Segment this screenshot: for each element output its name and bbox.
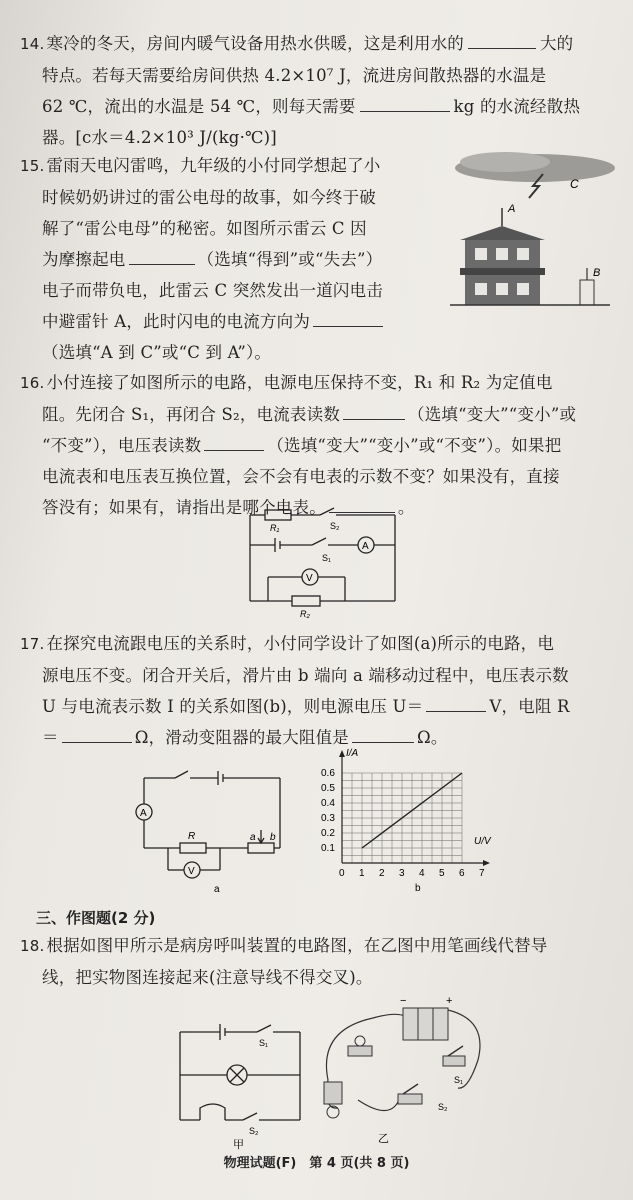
question-16: 16. 小付连接了如图所示的电路，电源电压保持不变，R₁ 和 R₂ 为定值电 阻。先闭合 S₁，再闭合 S₂，电流表读数 （选填“变大”“变小”或 “不变”），电压表读数 （选填“变大”“变小”或“不变”）。如果把 电流表和电压表互换位置，会不会有电表的示数不变？如果没有，直接 答没有；如果有，请指出是哪个电表。 。 bbox=[20, 373, 577, 517]
switch-s2 bbox=[320, 508, 334, 515]
section-heading: 三、作图题(2 分) bbox=[36, 909, 156, 927]
x-tick-label: 5 bbox=[439, 868, 445, 879]
svg-text:S₁: S₁ bbox=[322, 553, 332, 563]
i-u-chart bbox=[320, 745, 520, 895]
q16-circuit-diagram bbox=[240, 505, 410, 619]
page-footer: 物理试题(F) 第 4 页(共 8 页) bbox=[223, 1156, 410, 1171]
answer-blank[interactable] bbox=[129, 248, 195, 266]
svg-text:R: R bbox=[188, 831, 196, 842]
svg-text:S₂: S₂ bbox=[330, 521, 340, 531]
x-axis-label: U/V bbox=[474, 836, 491, 847]
roof-upper bbox=[460, 226, 545, 240]
y-tick-label: 0.4 bbox=[321, 798, 335, 809]
y-tick-label: 0.1 bbox=[321, 843, 335, 854]
y-axis-arrow bbox=[339, 750, 345, 757]
question-18: 18. 根据如图甲所示是病房呼叫装置的电路图，在乙图中用笔画线代替导 线，把实物图连接起来(注意导线不得交叉)。 bbox=[20, 936, 548, 987]
bell-icon bbox=[200, 1104, 225, 1120]
y-tick-label: 0.6 bbox=[321, 768, 335, 779]
question-15: 15. 雷雨天电闪雷鸣，九年级的小付同学想起了小 时候奶奶讲过的雷公电母的故事，如今终于破 解了“雷公电母”的秘密。如图所示雷云 C 因 为摩擦起电 （选填“得到”或“失去”） 电子而带负电，此雷云 C 突然发出一道闪电击 中避雷针 A，此时闪电的电流方向为 （选填“A 到 C”或“C 到 A”）。 bbox=[20, 156, 384, 362]
svg-text:A: A bbox=[140, 808, 147, 819]
q18-circuit-jia bbox=[175, 1020, 310, 1150]
lamp-holder-icon bbox=[348, 1036, 372, 1056]
answer-blank[interactable] bbox=[426, 695, 486, 713]
svg-text:+: + bbox=[446, 995, 453, 1007]
switch-s1-icon bbox=[443, 1046, 465, 1066]
answer-blank[interactable] bbox=[468, 32, 536, 50]
x-tick-label: 2 bbox=[379, 868, 385, 879]
svg-text:a: a bbox=[214, 884, 220, 895]
x-tick-label: 6 bbox=[459, 868, 465, 879]
switch-s1 bbox=[312, 538, 326, 545]
bell-device-icon bbox=[324, 1082, 342, 1118]
svg-text:A: A bbox=[362, 541, 369, 552]
question-17: 17. 在探究电流跟电压的关系时，小付同学设计了如图(a)所示的电路，电 源电压不变。闭合开关后，滑片由 b 端向 a 端移动过程中，电压表示数 U 与电流表示数 I 的关系如图(b)，则电源电压 U＝ V，电阻 R ＝ Ω，滑动变阻器的最大阻值是 Ω。 bbox=[20, 634, 570, 747]
resistor-r2 bbox=[292, 596, 320, 606]
chart-caption: b bbox=[415, 883, 421, 894]
svg-text:S₂: S₂ bbox=[249, 1126, 259, 1136]
battery-pack-icon bbox=[403, 1008, 448, 1040]
answer-blank[interactable] bbox=[62, 726, 132, 744]
lightning-house-figure bbox=[445, 150, 615, 320]
q17-circuit-a bbox=[130, 770, 300, 895]
svg-text:b: b bbox=[270, 832, 276, 843]
switch-s2 bbox=[243, 1113, 257, 1120]
label-b: B bbox=[593, 267, 601, 279]
answer-blank[interactable] bbox=[360, 95, 450, 113]
resistor-r bbox=[180, 843, 206, 853]
resistor-r1 bbox=[265, 510, 291, 520]
x-tick-label: 3 bbox=[399, 868, 405, 879]
y-tick-label: 0.2 bbox=[321, 828, 335, 839]
x-axis-arrow bbox=[483, 860, 490, 866]
svg-text:S₁: S₁ bbox=[259, 1038, 269, 1048]
y-tick-label: 0.5 bbox=[321, 783, 335, 794]
svg-text:−: − bbox=[400, 995, 407, 1007]
rheostat bbox=[248, 843, 274, 853]
answer-blank[interactable] bbox=[352, 726, 414, 744]
pole-b bbox=[580, 280, 594, 305]
answer-blank[interactable] bbox=[204, 434, 264, 452]
switch bbox=[175, 771, 188, 778]
x-tick-label: 4 bbox=[419, 868, 425, 879]
label-a: A bbox=[508, 203, 516, 215]
svg-text:V: V bbox=[306, 573, 313, 584]
svg-text:R₂: R₂ bbox=[300, 609, 310, 619]
label-c: C bbox=[570, 177, 579, 191]
x-tick-label: 7 bbox=[479, 868, 485, 879]
y-tick-label: 0.3 bbox=[321, 813, 335, 824]
answer-blank[interactable] bbox=[343, 403, 405, 421]
question-14: 14. 寒冷的冬天，房间内暖气设备用热水供暖，这是利用水的 大的 特点。若每天需要给房间供热 4.2×10⁷ J，流进房间散热器的水温是 62 ℃，流出的水温是 54 ℃，则每天需要 kg 的水流经散热 器。[c水＝4.2×10³ J/(kg·℃)] bbox=[20, 28, 610, 153]
svg-text:a: a bbox=[250, 832, 256, 843]
caption-jia: 甲 bbox=[233, 1139, 244, 1151]
x-tick-label: 1 bbox=[359, 868, 365, 879]
caption-yi: 乙 bbox=[378, 1133, 389, 1145]
x-tick-label: 0 bbox=[339, 868, 345, 879]
switch-s1 bbox=[257, 1025, 271, 1032]
switch-s2-icon bbox=[398, 1084, 422, 1104]
q18-physical-yi bbox=[318, 990, 493, 1150]
answer-blank[interactable] bbox=[313, 310, 383, 328]
svg-text:S₁: S₁ bbox=[454, 1075, 464, 1085]
svg-text:V: V bbox=[188, 866, 195, 877]
svg-text:R₁: R₁ bbox=[270, 523, 280, 533]
svg-text:S₂: S₂ bbox=[438, 1102, 448, 1112]
y-axis-label: I/A bbox=[346, 748, 359, 759]
